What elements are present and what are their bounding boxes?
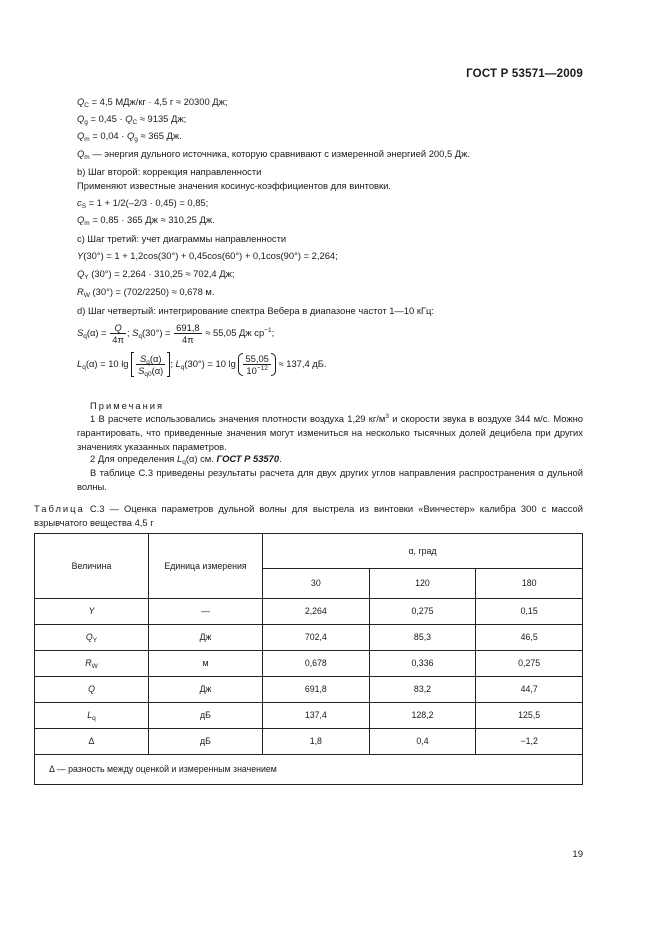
formula-qm-corrected: $Q_m = 0,85 \cdot 365$ Дж ≈ 310,25 Дж. [77, 214, 215, 227]
col-header-quantity: Величина [35, 534, 149, 599]
table-row: Y — 2,264 0,275 0,15 [35, 599, 583, 625]
formula-qy30: $Q_Y$ (30°) = 2,264 · 310,25 ≈ 702,4 Дж; [77, 268, 235, 281]
step-c-heading: c) Шаг третий: учет диаграммы направленности [77, 233, 287, 244]
formula-qm-description: $Q_m$ — энергия дульного источника, которую сравнивают с измеренной энергией 200,5 Дж. [77, 148, 470, 161]
formula-cs: $c_S = 1 + 1/2(-2/3 \cdot 0,45) = 0,85$; [77, 197, 209, 210]
paragraph-table-intro: В таблице С.3 приведены результаты расчета для двух других углов направления распространения α дульной волны. [77, 467, 583, 492]
formula-lq: $L_q(\alpha) = 10$ lg $\frac{S_q(\alpha)}{S_{q0}(\alpha)}$ ; $L_q(30^\circ) = 10$ lg $\frac{55,05}{10^{-12}}$ ≈ 137,4 дБ. [77, 353, 327, 378]
table-row: $Q_Y$ Дж 702,4 85,3 46,5 [35, 625, 583, 651]
col-header-unit: Единица измерения [149, 534, 263, 599]
results-table [34, 533, 583, 785]
step-b-text: Применяют известные значения косинус-коэффициентов для винтовки. [77, 180, 391, 191]
standard-header: ГОСТ Р 53571—2009 [466, 68, 583, 80]
table-row: Q Дж 691,8 83,2 44,7 [35, 677, 583, 703]
angle-header: 120 [369, 569, 476, 599]
note-2: 2 Для определения $L_q(\alpha)$ см. ГОСТ Р 53570. [90, 453, 282, 466]
step-b-heading: b) Шаг второй: коррекция направленности [77, 166, 262, 177]
notes-heading: Примечания [90, 400, 165, 411]
angle-header: 180 [476, 569, 583, 599]
table-caption: Таблица С.3 — Оценка параметров дульной волны для выстрела из винтовки «Винчестер» калибра 300 с массой взрывчатого вещества 4,5 г [34, 503, 583, 528]
formula-qm: $Q_m = 0,04 \cdot Q_g \approx 365$ Дж. [77, 130, 182, 143]
formula-rw30: $R_W$ (30°) = (702/2250) ≈ 0,678 м. [77, 286, 215, 299]
fraction-sq-general: $\frac{Q}{4\pi}$ [112, 322, 124, 345]
square-bracket-group: $\frac{S_q(\alpha)}{S_{q0}(\alpha)}$ [131, 352, 170, 377]
step-d-heading: d) Шаг четвертый: интегрирование спектра Вебера в диапазоне частот 1—10 кГц: [77, 305, 434, 316]
table-row: $L_q$ дБ 137,4 128,2 125,5 [35, 703, 583, 729]
table-footnote: Δ — разность между оценкой и измеренным значением [35, 755, 583, 785]
table-row: $R_W$ м 0,678 0,336 0,275 [35, 651, 583, 677]
formula-sq: $S_q(\alpha)$ = $\frac{Q}{4\pi}$ ; $S_q(30^\circ)$ = $\frac{691,8}{4\pi}$ ≈ 55,05 Дж $ср^{-1}$; [77, 322, 275, 345]
angle-header: 30 [263, 569, 370, 599]
round-bracket-group: $\frac{55,05}{10^{-12}}$ [238, 353, 275, 376]
fraction-sq-30: $\frac{691,8}{4\pi}$ [176, 322, 200, 345]
page-number: 19 [572, 849, 583, 860]
formula-qc: $Q_C = 4,5$ МДж/кг · 4,5 г ≈ 20300 Дж; [77, 96, 228, 109]
note-1: 1 В расчете использовались значения плотности воздуха 1,29 $кг/м^3$ и скорости звука в воздухе 344 м/с. Можно гарантировать, что приведенные значения могут измениться на несколько тысячных долей децибела при других значениях указанных параметров. [77, 413, 584, 452]
formula-y30: Y(30°) = 1 + 1,2cos(30°) + 0,45cos(60°) + 0,1cos(90°) = 2,264; [77, 250, 338, 261]
table-row: Δ дБ 1,8 0,4 −1,2 [35, 729, 583, 755]
col-header-angle: α, град [263, 534, 583, 569]
formula-qg: $Q_g = 0,45 \cdot Q_C \approx 9135$ Дж; [77, 113, 187, 126]
